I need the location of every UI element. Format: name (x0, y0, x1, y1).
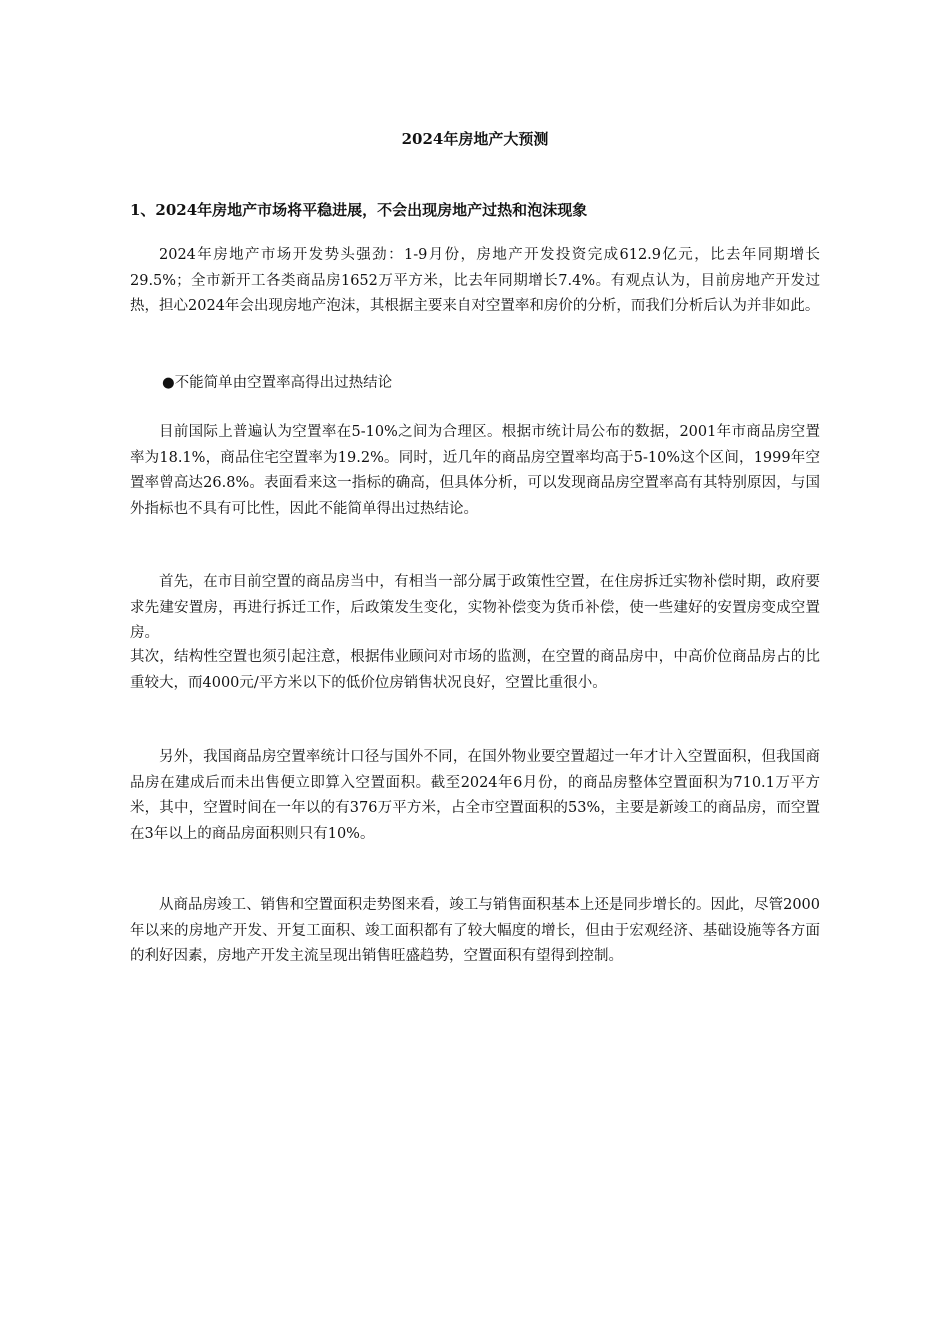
section-heading: 1、2024年房地产市场将平稳进展，不会出现房地产过热和泡沫现象 (130, 201, 588, 219)
paragraph-market-overview: 2024年房地产市场开发势头强劲：1-9月份，房地产开发投资完成612.9亿元，比去年同期增长29.5%；全市新开工各类商品房1652万平方米，比去年同期增长7.4%。有观点认为，目前房地产开发过热，担心2024年会出现房地产泡沫，其根据主要来自对空置率和房价的分析，而我们分析后认为并非如此。 (130, 247, 820, 314)
paragraph-statistics-difference: 另外，我国商品房空置率统计口径与国外不同，在国外物业要空置超过一年才计入空置面积，但我国商品房在建成后而未出售便立即算入空置面积。截至2024年6月份，的商品房整体空置面积为710.1万平方米，其中，空置时间在一年以的有376万平方米，占全市空置面积的53%，主要是新竣工的商品房，而空置在3年以上的商品房面积则只有10%。 (130, 749, 820, 842)
document-title: 2024年房地产大预测 (401, 130, 549, 148)
bullet-point: ●不能简单由空置率高得出过热结论 (162, 375, 393, 391)
paragraph-policy-vacancy: 首先，在市目前空置的商品房当中，有相当一部分属于政策性空置，在住房拆迁实物补偿时期，政府要求先建安置房，再进行拆迁工作，后政策发生变化，实物补偿变为货币补偿，使一些建好的安置房变成空置房。 (130, 574, 820, 641)
paragraph-trend-analysis: 从商品房竣工、销售和空置面积走势图来看，竣工与销售面积基本上还是同步增长的。因此，尽管2000年以来的房地产开发、开复工面积、竣工面积都有了较大幅度的增长，但由于宏观经济、基础设施等各方面的利好因素，房地产开发主流呈现出销售旺盛趋势，空置面积有望得到控制。 (130, 897, 820, 964)
paragraph-structural-vacancy: 其次，结构性空置也须引起注意，根据伟业顾问对市场的监测，在空置的商品房中，中高价位商品房占的比重较大，而4000元/平方米以下的低价位房销售状况良好，空置比重很小。 (130, 649, 820, 691)
paragraph-vacancy-rate: 目前国际上普遍认为空置率在5-10%之间为合理区。根据市统计局公布的数据，2001年市商品房空置率为18.1%，商品住宅空置率为19.2%。同时，近几年的商品房空置率均高于5-10%这个区间，1999年空置率曾高达26.8%。表面看来这一指标的确高，但具体分析，可以发现商品房空置率高有其特别原因，与国外指标也不具有可比性，因此不能简单得出过热结论。 (130, 424, 820, 517)
